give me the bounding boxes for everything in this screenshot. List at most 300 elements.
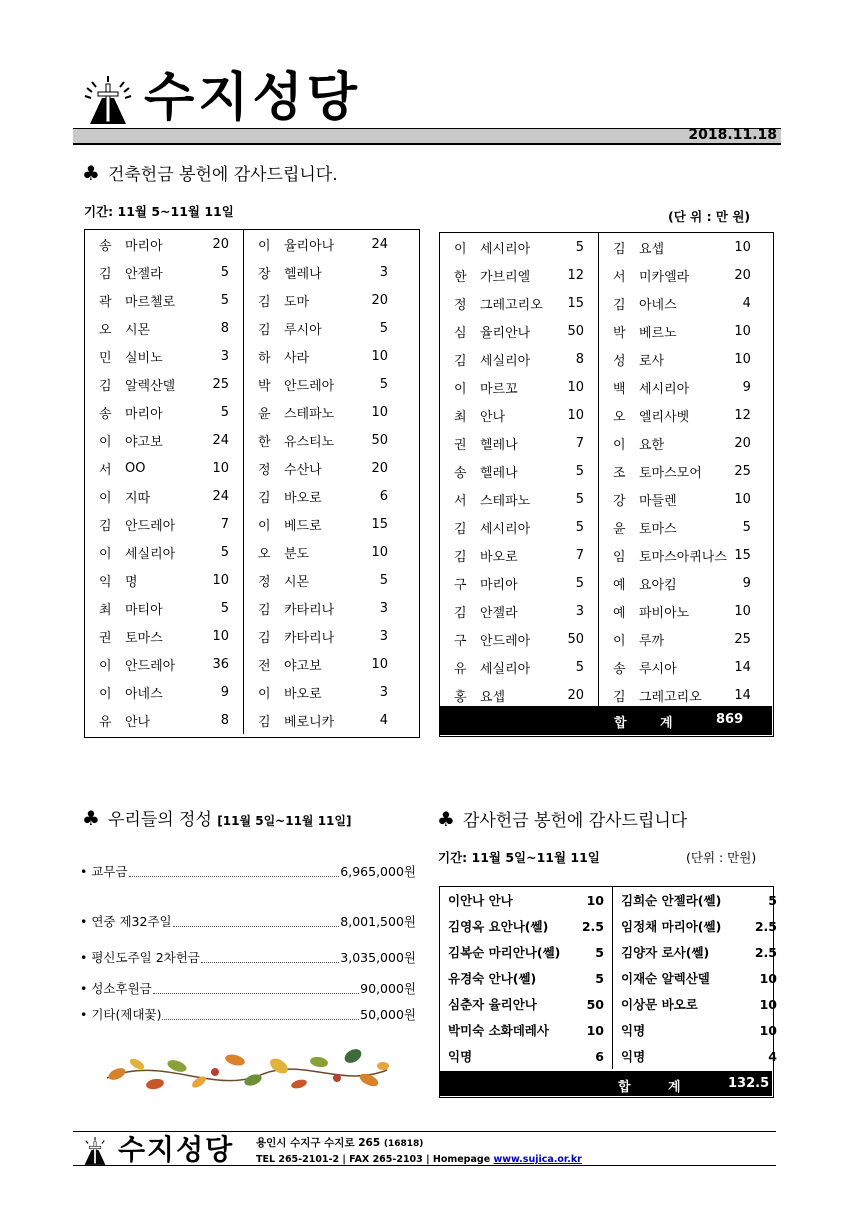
donation-amount: 5: [379, 572, 388, 588]
donation-amount: 8: [220, 712, 229, 728]
donor-surname: 이: [99, 434, 112, 450]
building-table-left: [85, 230, 402, 734]
donor-surname: 구: [454, 577, 467, 593]
club-icon: ♣: [82, 806, 100, 830]
club-icon: ♣: [82, 161, 100, 185]
donor-surname: 이: [244, 230, 285, 258]
donor-name: 안드레아: [125, 518, 176, 534]
donor-surname: 오: [244, 538, 285, 566]
date-bar: [73, 128, 781, 145]
donor-name: 토마스아퀴나스: [639, 549, 727, 565]
footer-contact: TEL 265-2101-2 | FAX 265-2103 | Homepage www.sujica.or.kr: [256, 1154, 582, 1165]
donation-amount: 15: [567, 295, 584, 311]
donor-name: 세실리아: [480, 661, 531, 677]
donor-surname: 구: [454, 633, 467, 649]
donor-name: 세실리아: [480, 353, 531, 369]
donor-surname: 최: [99, 602, 112, 618]
donor-surname: 곽: [99, 294, 112, 310]
table-row: [440, 485, 765, 513]
donation-amount: 14: [734, 687, 751, 703]
building-fund-heading: ♣ 건축헌금 봉헌에 감사드립니다.: [82, 161, 338, 185]
donor-name: 카타리나: [284, 630, 335, 646]
offering-label: • 연중 제32주일: [80, 914, 172, 929]
club-icon: ♣: [437, 807, 455, 831]
donor-surname: 권: [99, 630, 112, 646]
dot-leader: [129, 876, 340, 877]
donation-amount: 20: [734, 435, 751, 451]
offering-item: [80, 981, 416, 997]
table-row: [85, 426, 402, 454]
donation-amount: 3: [379, 628, 388, 644]
donor-surname: 이: [599, 429, 640, 457]
donor-name: 베르노: [639, 325, 677, 341]
donor-surname: 전: [244, 650, 285, 678]
donation-amount: 9: [220, 684, 229, 700]
autumn-leaves-decoration: [103, 1044, 391, 1100]
donor-surname: 장: [244, 258, 285, 286]
donation-amount: 24: [371, 236, 388, 252]
donor-surname: 예: [599, 569, 640, 597]
donor-name: 안젤라: [480, 605, 518, 621]
donation-amount: 3: [379, 264, 388, 280]
table-row: [85, 622, 402, 650]
donation-amount: 25: [734, 463, 751, 479]
donor-name: 분도: [284, 546, 310, 562]
donor-surname: 이: [599, 625, 640, 653]
donor-name: 알렉산델: [125, 378, 176, 394]
donor-surname: 이: [454, 381, 467, 397]
donor-name: 유경숙 안나(쎌): [448, 971, 537, 986]
donation-amount: 5: [220, 544, 229, 560]
donor-surname: 이: [99, 686, 112, 702]
donation-amount: 10: [371, 348, 388, 364]
donor-name: 김희순 안젤라(쎌): [613, 887, 748, 913]
donation-amount: 3: [220, 348, 229, 364]
donor-name: 그레고리오: [480, 297, 543, 313]
table-row: [440, 401, 765, 429]
donor-name: 율리아나: [284, 238, 335, 254]
donor-name: 사라: [284, 350, 310, 366]
offering-amount: 90,000원: [360, 981, 416, 996]
donation-amount: 3: [575, 603, 584, 619]
donor-name: 카타리나: [284, 602, 335, 618]
donation-amount: 5: [575, 575, 584, 591]
donor-name: 명: [125, 574, 138, 590]
donor-surname: 이: [244, 678, 285, 706]
donation-amount: 50: [567, 631, 584, 647]
donation-amount: 15: [734, 547, 751, 563]
donor-name: 임정채 마리아(쎌): [613, 913, 748, 939]
donor-name: 수산나: [284, 462, 322, 478]
table-row: [440, 457, 765, 485]
donor-name: 세시리아: [639, 381, 690, 397]
donor-name: 요한: [639, 437, 665, 453]
donor-surname: 서: [99, 462, 112, 478]
table-row: [85, 454, 402, 482]
donor-name: 헬레나: [480, 437, 518, 453]
table-row: [440, 625, 765, 653]
donation-amount: 24: [212, 432, 229, 448]
donor-name: 시몬: [284, 574, 310, 590]
donor-name: 그레고리오: [639, 689, 702, 705]
table-row: [85, 314, 402, 342]
donor-name: 아네스: [125, 686, 163, 702]
donor-name: 세시리아: [480, 241, 531, 257]
offering-amount: 50,000원: [360, 1007, 416, 1022]
table-row: [440, 429, 765, 457]
footer-bottom-rule: [73, 1165, 776, 1166]
building-total-value: 869: [716, 712, 744, 727]
donor-name: 베로니카: [284, 714, 335, 730]
offering-amount: 8,001,500원: [340, 914, 416, 929]
donor-name: 헬레나: [284, 266, 322, 282]
table-row: [440, 939, 785, 965]
table-row: [85, 706, 402, 734]
donor-name: 김복순 마리안나(쎌): [448, 945, 561, 960]
donor-name: 스테파노: [480, 493, 531, 509]
offering-item: [80, 914, 416, 930]
footer-church-name: 수지성당: [118, 1133, 235, 1166]
donor-name: 이재순 알렉산델: [613, 965, 748, 991]
donor-name: 요아킴: [639, 577, 677, 593]
donor-name: 파비아노: [639, 605, 690, 621]
donation-amount: 15: [371, 516, 388, 532]
donation-amount: 6: [379, 488, 388, 504]
offerings-heading: ♣ 우리들의 정성 [11월 5일~11월 11일]: [82, 806, 352, 830]
donation-amount: 3: [379, 600, 388, 616]
donor-surname: 박: [599, 317, 640, 345]
table-row: [440, 541, 765, 569]
donation-amount: 10: [371, 404, 388, 420]
table-row: [85, 258, 402, 286]
donor-surname: 김: [99, 378, 112, 394]
donor-name: 마티아: [125, 602, 163, 618]
donation-amount: 20: [212, 236, 229, 252]
donor-surname: 이: [244, 510, 285, 538]
donor-surname: 이: [99, 490, 112, 506]
donation-amount: 2.5: [581, 918, 604, 934]
donation-amount: 10: [212, 460, 229, 476]
donor-surname: 정: [454, 297, 467, 313]
thanks-unit: (단위 : 만원): [686, 850, 757, 865]
donation-amount: 2.5: [754, 944, 777, 960]
table-row: [85, 342, 402, 370]
donor-surname: 최: [454, 409, 467, 425]
donor-name: 박미숙 소화데레사: [448, 1023, 549, 1038]
donor-surname: 윤: [599, 513, 640, 541]
donor-surname: 송: [99, 238, 112, 254]
dot-leader: [173, 926, 340, 927]
table-row: [85, 398, 402, 426]
donor-name: 율리안나: [480, 325, 531, 341]
donation-amount: 10: [734, 491, 751, 507]
donation-amount: 20: [567, 687, 584, 703]
donor-name: 안드레아: [125, 658, 176, 674]
donor-surname: 김: [244, 286, 285, 314]
table-row: [440, 681, 765, 709]
donor-name: 루까: [639, 633, 665, 649]
donor-surname: 오: [99, 322, 112, 338]
donation-amount: 50: [586, 996, 604, 1012]
donation-amount: 8: [220, 320, 229, 336]
donor-name: 엘리사벳: [639, 409, 690, 425]
donor-name: 요셉: [480, 689, 506, 705]
donation-amount: 5: [379, 376, 388, 392]
offering-item: [80, 864, 416, 880]
donor-surname: 김: [454, 521, 467, 537]
table-row: [85, 650, 402, 678]
donation-amount: 5: [575, 239, 584, 255]
bulletin-date: 2018.11.18: [688, 127, 777, 143]
donor-surname: 김: [454, 353, 467, 369]
table-row: [85, 678, 402, 706]
donation-amount: 4: [768, 1048, 777, 1064]
donor-surname: 정: [244, 454, 285, 482]
donor-name: 베드로: [284, 518, 322, 534]
donor-surname: 민: [99, 350, 112, 366]
donor-surname: 김: [99, 266, 112, 282]
table-row: [440, 965, 785, 991]
offering-amount: 6,965,000원: [340, 864, 416, 879]
donor-surname: 임: [599, 541, 640, 569]
donor-name: 마리아: [125, 406, 163, 422]
donor-name: 세시리아: [480, 521, 531, 537]
donor-name: 마리아: [480, 577, 518, 593]
offering-label: • 교무금: [80, 864, 128, 879]
table-row: [440, 513, 765, 541]
donation-amount: 10: [734, 351, 751, 367]
donation-amount: 5: [575, 519, 584, 535]
table-row: [440, 653, 765, 681]
thanks-period: 기간: 11월 5일~11월 11일: [438, 850, 600, 865]
donation-amount: 5: [575, 463, 584, 479]
donor-name: 지따: [125, 490, 151, 506]
church-logo-icon: [82, 74, 134, 126]
building-period: 기간: 11월 5~11월 11일: [84, 204, 234, 219]
donation-amount: 20: [371, 460, 388, 476]
donation-amount: 5: [595, 970, 604, 986]
donor-name: 마르첼로: [125, 294, 176, 310]
donor-name: 아네스: [639, 297, 677, 313]
donor-surname: 예: [599, 597, 640, 625]
total-label-2: 계: [660, 716, 673, 731]
donor-name: 김양자 로사(쎌): [613, 939, 748, 965]
donor-name: 안드레아: [284, 378, 335, 394]
donor-name: 안나: [480, 409, 506, 425]
table-row: [85, 566, 402, 594]
donor-name: 도마: [284, 294, 310, 310]
donor-surname: 김: [244, 314, 285, 342]
donation-amount: 10: [586, 1022, 604, 1038]
donation-amount: 5: [595, 944, 604, 960]
donation-amount: 10: [734, 239, 751, 255]
donor-name: 시몬: [125, 322, 151, 338]
donor-surname: 송: [599, 653, 640, 681]
table-row: [440, 261, 765, 289]
table-row: [440, 373, 765, 401]
donation-amount: 5: [220, 600, 229, 616]
donor-surname: 유: [99, 714, 112, 730]
donation-amount: 50: [371, 432, 388, 448]
table-row: [440, 345, 765, 373]
table-row: [85, 482, 402, 510]
donation-amount: 10: [734, 603, 751, 619]
homepage-link[interactable]: www.sujica.or.kr: [493, 1154, 582, 1165]
donor-surname: 심: [454, 325, 467, 341]
donor-surname: 하: [244, 342, 285, 370]
donor-name: 세실리아: [125, 546, 176, 562]
donor-name: 안드레아: [480, 633, 531, 649]
donation-amount: 5: [575, 659, 584, 675]
donation-amount: 9: [742, 575, 751, 591]
table-row: [440, 597, 765, 625]
table-row: [440, 1017, 785, 1043]
donation-amount: 7: [575, 435, 584, 451]
donor-surname: 김: [99, 518, 112, 534]
thanks-offering-heading: ♣ 감사헌금 봉헌에 감사드립니다: [437, 807, 688, 831]
donor-surname: 송: [454, 465, 467, 481]
donor-name: 익명: [613, 1017, 748, 1043]
donation-amount: 5: [379, 320, 388, 336]
donation-amount: 7: [220, 516, 229, 532]
donor-surname: 권: [454, 437, 467, 453]
donor-name: 심춘자 율리안나: [448, 997, 537, 1012]
donor-surname: 김: [244, 706, 285, 734]
dot-leader: [162, 1019, 359, 1020]
donor-surname: 김: [599, 233, 640, 261]
table-row: [85, 370, 402, 398]
donation-amount: 10: [371, 544, 388, 560]
donation-amount: 3: [379, 684, 388, 700]
donor-name: 스테파노: [284, 406, 335, 422]
donor-name: 토마스모어: [639, 465, 702, 481]
donation-amount: 5: [220, 264, 229, 280]
donor-surname: 김: [454, 605, 467, 621]
donor-name: 토마스: [639, 521, 677, 537]
donation-amount: 24: [212, 488, 229, 504]
table-row: [440, 233, 765, 261]
donor-surname: 김: [454, 549, 467, 565]
donor-name: 루시아: [284, 322, 322, 338]
donor-surname: 김: [599, 681, 640, 709]
table-row: [440, 569, 765, 597]
donor-surname: 윤: [244, 398, 285, 426]
donation-amount: 10: [759, 970, 777, 986]
donation-amount: 5: [742, 519, 751, 535]
donor-surname: 오: [599, 401, 640, 429]
donation-amount: 5: [768, 892, 777, 908]
donor-surname: 백: [599, 373, 640, 401]
offering-label: • 평신도주일 2차헌금: [80, 950, 200, 965]
donor-name: 유스티노: [284, 434, 335, 450]
donation-amount: 12: [734, 407, 751, 423]
offering-label: • 성소후원금: [80, 981, 152, 996]
donor-name: 이안나 안나: [448, 893, 513, 908]
thanks-total-bar: [440, 1071, 772, 1096]
donor-name: 미카엘라: [639, 269, 690, 285]
donation-amount: 25: [212, 376, 229, 392]
donation-amount: 10: [567, 407, 584, 423]
table-row: [85, 286, 402, 314]
donor-surname: 조: [599, 457, 640, 485]
offering-amount: 3,035,000원: [340, 950, 416, 965]
dot-leader: [153, 993, 359, 994]
building-total-bar: [440, 706, 772, 735]
table-row: [440, 1043, 785, 1069]
donor-name: 익명: [613, 1043, 748, 1069]
donation-amount: 25: [734, 631, 751, 647]
donor-name: 바오로: [284, 490, 322, 506]
donation-amount: 10: [212, 628, 229, 644]
donor-name: 마르꼬: [480, 381, 518, 397]
building-table-right: [440, 233, 765, 709]
footer-address: 용인시 수지구 수지로 265 (16818): [256, 1137, 424, 1149]
table-row: [85, 230, 402, 258]
donor-name: 안나: [125, 714, 151, 730]
donor-surname: 서: [454, 493, 467, 509]
donor-surname: 성: [599, 345, 640, 373]
donor-name: 익명: [448, 1049, 473, 1064]
donor-name: 야고보: [125, 434, 163, 450]
donation-amount: 10: [212, 572, 229, 588]
donor-name: 요셉: [639, 241, 665, 257]
donor-surname: 서: [599, 261, 640, 289]
donation-amount: 14: [734, 659, 751, 675]
donor-name: 토마스: [125, 630, 163, 646]
table-row: [85, 538, 402, 566]
donor-name: OO: [125, 460, 146, 476]
donation-amount: 7: [575, 547, 584, 563]
donation-amount: 4: [379, 712, 388, 728]
donation-amount: 8: [575, 351, 584, 367]
donor-surname: 유: [454, 661, 467, 677]
church-name: 수지성당: [144, 68, 361, 128]
total-label-1: 합: [618, 1080, 631, 1095]
donor-name: 가브리엘: [480, 269, 531, 285]
donor-name: 안젤라: [125, 266, 163, 282]
table-row: [85, 510, 402, 538]
donor-name: 바오로: [480, 549, 518, 565]
donor-name: 헬레나: [480, 465, 518, 481]
donation-amount: 10: [371, 656, 388, 672]
total-label-2: 계: [668, 1080, 681, 1095]
donor-name: 마리아: [125, 238, 163, 254]
donation-amount: 10: [759, 996, 777, 1012]
donation-amount: 12: [567, 267, 584, 283]
church-logo-icon: [80, 1136, 110, 1166]
donor-name: 마들렌: [639, 493, 677, 509]
donation-amount: 5: [575, 491, 584, 507]
donor-surname: 김: [244, 622, 285, 650]
donor-name: 루시아: [639, 661, 677, 677]
donor-name: 실비노: [125, 350, 163, 366]
donation-amount: 5: [220, 404, 229, 420]
dot-leader: [201, 962, 339, 963]
donation-amount: 10: [734, 323, 751, 339]
offering-item: [80, 950, 416, 966]
donation-amount: 20: [734, 267, 751, 283]
donor-name: 바오로: [284, 686, 322, 702]
donor-surname: 익: [99, 574, 112, 590]
table-row: [440, 991, 785, 1017]
table-row: [85, 594, 402, 622]
donation-amount: 10: [567, 379, 584, 395]
donation-amount: 5: [220, 292, 229, 308]
thanks-total-value: 132.5: [728, 1076, 770, 1091]
donation-amount: 50: [567, 323, 584, 339]
donor-surname: 이: [99, 658, 112, 674]
offering-label: • 기타(제대꽃): [80, 1007, 162, 1022]
